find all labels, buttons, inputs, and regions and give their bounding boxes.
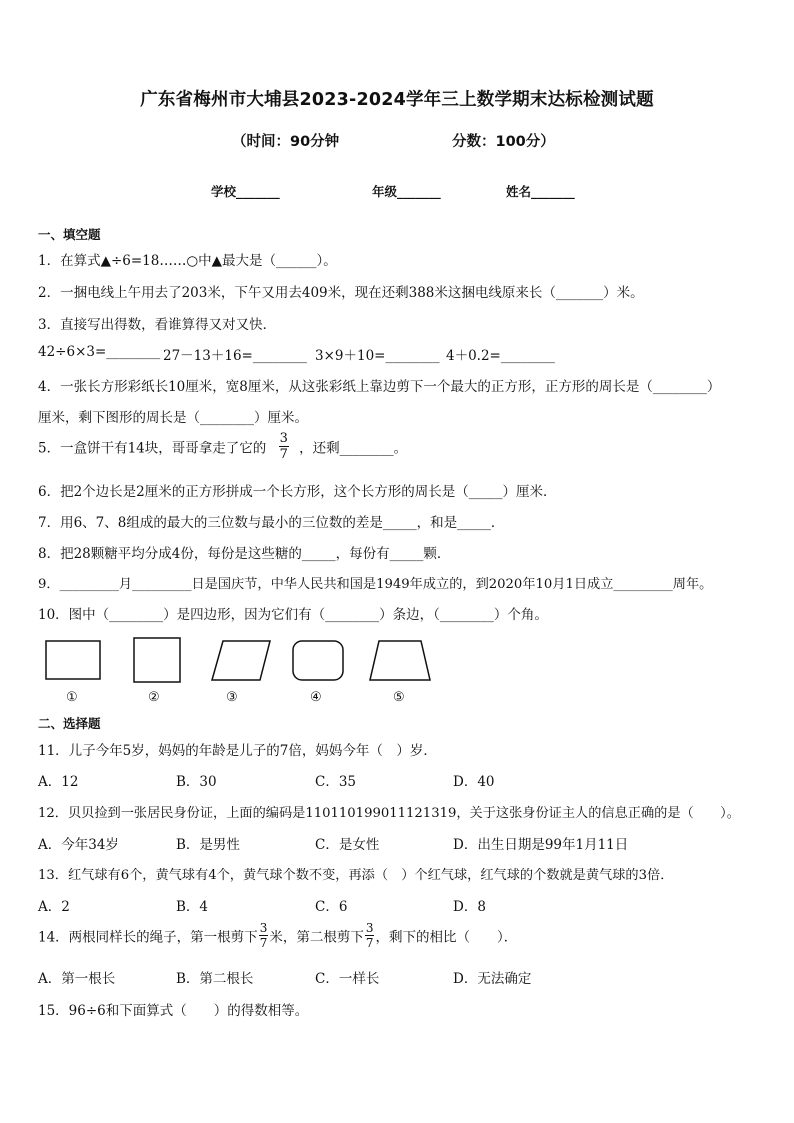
question-13-option-d[interactable]: D．8 bbox=[453, 899, 486, 915]
fraction-numerator: 3 bbox=[279, 431, 288, 446]
shape-label-5: ⑤ bbox=[393, 690, 405, 705]
shape-label-1: ① bbox=[66, 690, 78, 705]
question-3-item-a: 42÷6×3=________ bbox=[38, 344, 161, 360]
section-multiple-choice: 二、选择题 bbox=[38, 716, 101, 731]
question-5 bbox=[38, 432, 407, 461]
question-12-option-d[interactable]: D．出生日期是99年1月11日 bbox=[453, 837, 629, 853]
question-14-text-a: 14．两根同样长的绳子，第一根剪下 bbox=[38, 929, 258, 946]
question-13: 13．红气球有6个，黄气球有4个，黄气球个数不变，再添（ ）个红气球，红气球的个数就是黄气球的3倍． bbox=[38, 868, 674, 883]
shape-label-3: ③ bbox=[226, 690, 238, 705]
fraction-three-sevenths-2 bbox=[365, 922, 375, 949]
question-12-option-b[interactable]: B．是男性 bbox=[176, 837, 240, 853]
question-13-option-b[interactable]: B．4 bbox=[176, 899, 209, 915]
school-field: 学校_______ bbox=[211, 184, 280, 199]
question-12-option-c[interactable]: C．是女性 bbox=[315, 837, 380, 853]
question-11-option-a[interactable]: A．12 bbox=[38, 774, 79, 790]
question-10: 10．图中（________）是四边形，因为它们有（________）条边，（________）个角。 bbox=[38, 607, 548, 623]
question-11: 11．儿子今年5岁，妈妈的年龄是儿子的7倍，妈妈今年（ ）岁． bbox=[38, 743, 437, 759]
question-3: 3．直接写出得数，看谁算得又对又快． bbox=[38, 317, 277, 333]
question-13-option-a[interactable]: A．2 bbox=[38, 899, 70, 915]
question-7: 7．用6、7、8组成的最大的三位数与最小的三位数的差是_____，和是_____． bbox=[38, 515, 505, 531]
fraction-denominator: 7 bbox=[279, 447, 288, 462]
question-2: 2．一捆电线上午用去了203米，下午又用去409米，现在还剩388米这捆电线原来长（_______）米。 bbox=[38, 285, 644, 301]
question-14-option-d[interactable]: D．无法确定 bbox=[453, 971, 532, 987]
fraction-numerator: 3 bbox=[259, 921, 268, 935]
question-12: 12．贝贝捡到一张居民身份证，上面的编码是110110199011121319，关于这张身份证主人的信息正确的是（ ）。 bbox=[38, 806, 740, 821]
shape-parallelogram bbox=[212, 641, 270, 680]
shape-square bbox=[134, 638, 180, 682]
fraction-denominator: 7 bbox=[259, 936, 268, 950]
question-5-text-a: 5．一盒饼干有14块，哥哥拿走了它的 bbox=[38, 440, 267, 457]
shape-trapezoid bbox=[370, 641, 430, 680]
question-11-option-b[interactable]: B．30 bbox=[176, 774, 217, 790]
question-14-text-b: 米，第二根剪下 bbox=[269, 929, 364, 946]
question-15: 15．96÷6和下面算式（ ）的得数相等。 bbox=[38, 1003, 309, 1019]
question-3-item-b: 27－13＋16=________ bbox=[163, 348, 307, 364]
question-11-option-c[interactable]: C．35 bbox=[315, 774, 357, 790]
question-14 bbox=[38, 922, 517, 949]
question-4-line-2: 厘米，剩下图形的周长是（________）厘米。 bbox=[38, 410, 308, 426]
question-14-option-b[interactable]: B．第二根长 bbox=[176, 971, 254, 987]
question-3-item-d: 4＋0.2=________ bbox=[446, 348, 555, 364]
exam-time: （时间：90分钟 bbox=[232, 134, 340, 150]
question-14-option-c[interactable]: C．一样长 bbox=[315, 971, 380, 987]
question-9: 9．_________月_________日是国庆节，中华人民共和国是1949年成立的，到2020年10月1日成立_________周年。 bbox=[38, 577, 713, 592]
shape-rounded-rectangle bbox=[293, 641, 343, 680]
exam-score: 分数：100分） bbox=[452, 134, 555, 150]
shapes-figure bbox=[0, 630, 794, 690]
question-1: 1．在算式▲÷6=18……○中▲最大是（______）。 bbox=[38, 253, 337, 269]
question-8: 8．把28颗糖平均分成4份，每份是这些糖的_____，每份有_____颗． bbox=[38, 546, 451, 562]
fraction-three-sevenths bbox=[279, 432, 289, 461]
question-14-option-a[interactable]: A．第一根长 bbox=[38, 971, 116, 987]
question-14-text-c: ，剩下的相比（ ）． bbox=[375, 929, 518, 946]
question-11-option-d[interactable]: D．40 bbox=[453, 774, 495, 790]
grade-field: 年级_______ bbox=[372, 184, 441, 199]
shape-rectangle bbox=[46, 641, 100, 679]
shape-label-4: ④ bbox=[310, 690, 322, 705]
fraction-denominator: 7 bbox=[365, 936, 374, 950]
name-field: 姓名_______ bbox=[506, 184, 575, 199]
question-3-item-c: 3×9＋10=________ bbox=[315, 348, 440, 364]
section-fill-blank: 一、填空题 bbox=[38, 227, 101, 242]
page-title: 广东省梅州市大埔县2023-2024学年三上数学期末达标检测试题 bbox=[140, 90, 654, 110]
question-6: 6．把2个边长是2厘米的正方形拼成一个长方形，这个长方形的周长是（_____）厘米． bbox=[38, 484, 557, 500]
shape-label-2: ② bbox=[148, 690, 160, 705]
question-5-text-b: ，还剩________。 bbox=[299, 440, 408, 457]
question-12-option-a[interactable]: A．今年34岁 bbox=[38, 837, 119, 853]
question-13-option-c[interactable]: C．6 bbox=[315, 899, 348, 915]
fraction-three-sevenths-1 bbox=[259, 922, 269, 949]
fraction-numerator: 3 bbox=[365, 921, 374, 935]
question-4-line-1: 4．一张长方形彩纸长10厘米，宽8厘米，从这张彩纸上靠边剪下一个最大的正方形，正方形的周长是（________） bbox=[38, 379, 721, 395]
